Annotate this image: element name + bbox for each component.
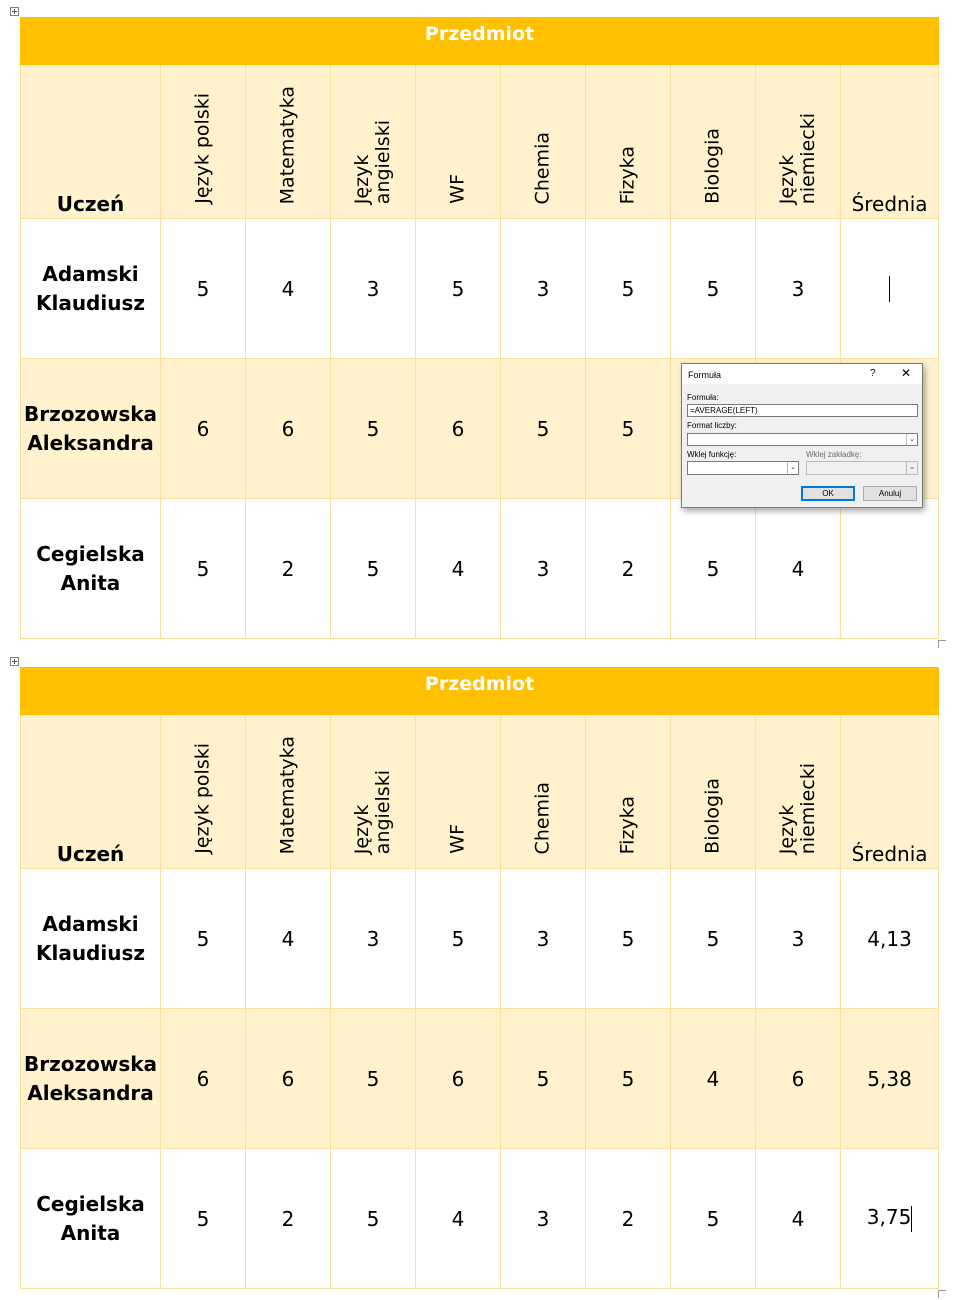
grade-cell[interactable]: 3 [501,499,586,639]
table-row [21,219,939,359]
close-icon[interactable]: ✕ [901,366,912,380]
header-subject [416,65,501,219]
formula-dialog [681,363,923,508]
subject-label: Język niemiecki [776,112,819,204]
grade-cell[interactable]: 5 [416,869,501,1009]
grade-cell[interactable]: 5 [416,219,501,359]
subject-label: Język polski [191,743,214,854]
cancel-button[interactable]: Anuluj [863,486,917,501]
header-subject [671,65,756,219]
grade-cell[interactable]: 4 [416,1149,501,1289]
table-move-handle[interactable] [10,7,19,16]
subject-label: Fizyka [616,145,639,204]
header-subject [246,715,331,869]
header-subject [756,715,841,869]
grade-cell[interactable]: 4 [756,1149,841,1289]
subject-label: Język angielski [351,769,394,854]
table-row [21,1009,939,1149]
subject-label: Matematyka [276,735,299,854]
header-average: Średnia [841,715,939,869]
help-icon[interactable]: ? [870,368,876,379]
student-name[interactable]: Adamski Klaudiusz [21,869,161,1009]
header-subject [671,715,756,869]
subject-label: WF [446,174,469,204]
grade-cell[interactable]: 4 [756,499,841,639]
grade-cell[interactable]: 5 [331,499,416,639]
header-student: Uczeń [21,715,161,869]
grade-cell[interactable]: 5 [331,1149,416,1289]
average-cell[interactable]: 5,38 [841,1009,939,1149]
student-name[interactable]: Brzozowska Aleksandra [21,1009,161,1149]
grade-cell[interactable]: 5 [331,1009,416,1149]
dialog-title: Formuła [688,370,722,380]
subject-label: Chemia [531,131,554,204]
grade-cell[interactable]: 5 [586,219,671,359]
grade-cell[interactable]: 3 [501,219,586,359]
header-average: Średnia [841,65,939,219]
text-cursor [889,276,890,302]
number-format-label: Format liczby: [687,421,737,430]
average-cell[interactable] [841,219,939,359]
grades-table-1 [20,17,938,639]
header-subject [501,65,586,219]
grade-cell[interactable]: 6 [416,1009,501,1149]
grade-cell[interactable]: 5 [671,499,756,639]
table-title: Przedmiot [21,18,939,65]
grade-cell[interactable]: 5 [161,869,246,1009]
student-name[interactable]: Cegielska Anita [21,1149,161,1289]
paste-bookmark-label: Wklej zakładkę: [806,450,862,459]
grade-cell[interactable]: 4 [671,1009,756,1149]
student-name[interactable]: Brzozowska Aleksandra [21,359,161,499]
grade-cell[interactable]: 5 [586,1009,671,1149]
header-subject [331,65,416,219]
header-subject [246,65,331,219]
header-subject [586,715,671,869]
chevron-down-icon: ⌄ [906,462,917,474]
grade-cell[interactable]: 3 [501,1149,586,1289]
grade-cell[interactable]: 3 [756,869,841,1009]
chevron-down-icon[interactable]: ⌄ [787,462,798,474]
grade-cell[interactable]: 2 [246,499,331,639]
grade-cell[interactable]: 2 [586,499,671,639]
header-subject [416,715,501,869]
subject-label: WF [446,824,469,854]
subject-label: Język angielski [351,119,394,204]
number-format-select[interactable] [687,433,918,446]
subject-label: Biologia [701,778,724,854]
grade-cell[interactable]: 6 [246,1009,331,1149]
subject-label: Język polski [191,93,214,204]
header-student: Uczeń [21,65,161,219]
grade-cell[interactable]: 5 [161,219,246,359]
grade-cell[interactable]: 2 [586,1149,671,1289]
grade-cell[interactable]: 6 [756,1009,841,1149]
grade-cell[interactable]: 3 [331,869,416,1009]
table-title: Przedmiot [21,668,939,715]
ok-button[interactable]: OK [801,486,855,501]
grade-cell[interactable]: 5 [331,359,416,499]
grade-cell[interactable]: 5 [671,1149,756,1289]
table-row [21,499,939,639]
header-subject [331,715,416,869]
grade-cell[interactable]: 4 [246,869,331,1009]
grade-cell[interactable]: 4 [416,499,501,639]
subject-label: Matematyka [276,85,299,204]
formula-label: Formuła: [687,393,719,402]
grade-cell[interactable]: 6 [161,1009,246,1149]
grade-cell[interactable]: 3 [501,869,586,1009]
student-name[interactable]: Cegielska Anita [21,499,161,639]
grade-cell[interactable]: 5 [671,869,756,1009]
table-row [21,1149,939,1289]
grades-table-2 [20,667,938,1289]
subject-label: Fizyka [616,795,639,854]
subject-label: Biologia [701,128,724,204]
table-row [21,869,939,1009]
grades-table [20,667,939,1289]
grade-cell[interactable]: 6 [161,359,246,499]
header-subject [756,65,841,219]
grade-cell[interactable]: 5 [161,1149,246,1289]
header-subject [161,715,246,869]
grade-cell[interactable]: 5 [586,359,671,499]
grade-cell[interactable]: 6 [416,359,501,499]
chevron-down-icon[interactable]: ⌄ [906,434,917,445]
grade-cell[interactable]: 4 [246,219,331,359]
grades-table [20,17,939,639]
grade-cell[interactable]: 3 [331,219,416,359]
grade-cell[interactable]: 5 [586,869,671,1009]
student-name[interactable]: Adamski Klaudiusz [21,219,161,359]
grade-cell[interactable]: 5 [161,499,246,639]
subject-label: Język niemiecki [776,762,819,854]
header-subject [161,65,246,219]
subject-label: Chemia [531,781,554,854]
paste-bookmark-select [806,461,918,475]
grade-cell[interactable]: 5 [501,1009,586,1149]
header-subject [501,715,586,869]
grade-cell[interactable]: 2 [246,1149,331,1289]
table-resize-handle[interactable] [938,640,946,648]
grade-cell[interactable]: 5 [501,359,586,499]
average-cell[interactable]: 3,75 [841,1149,939,1289]
paste-function-select[interactable] [687,461,799,475]
dialog-titlebar[interactable] [682,364,922,384]
paste-function-label: Wklej funkcję: [687,450,737,459]
grade-cell[interactable]: 3 [756,219,841,359]
average-cell[interactable] [841,499,939,639]
text-cursor [911,1206,912,1232]
table-resize-handle[interactable] [938,1290,946,1298]
table-move-handle[interactable] [10,657,19,666]
formula-input[interactable]: =AVERAGE(LEFT) [687,404,918,417]
header-subject [586,65,671,219]
average-cell[interactable]: 4,13 [841,869,939,1009]
grade-cell[interactable]: 5 [671,219,756,359]
grade-cell[interactable]: 6 [246,359,331,499]
